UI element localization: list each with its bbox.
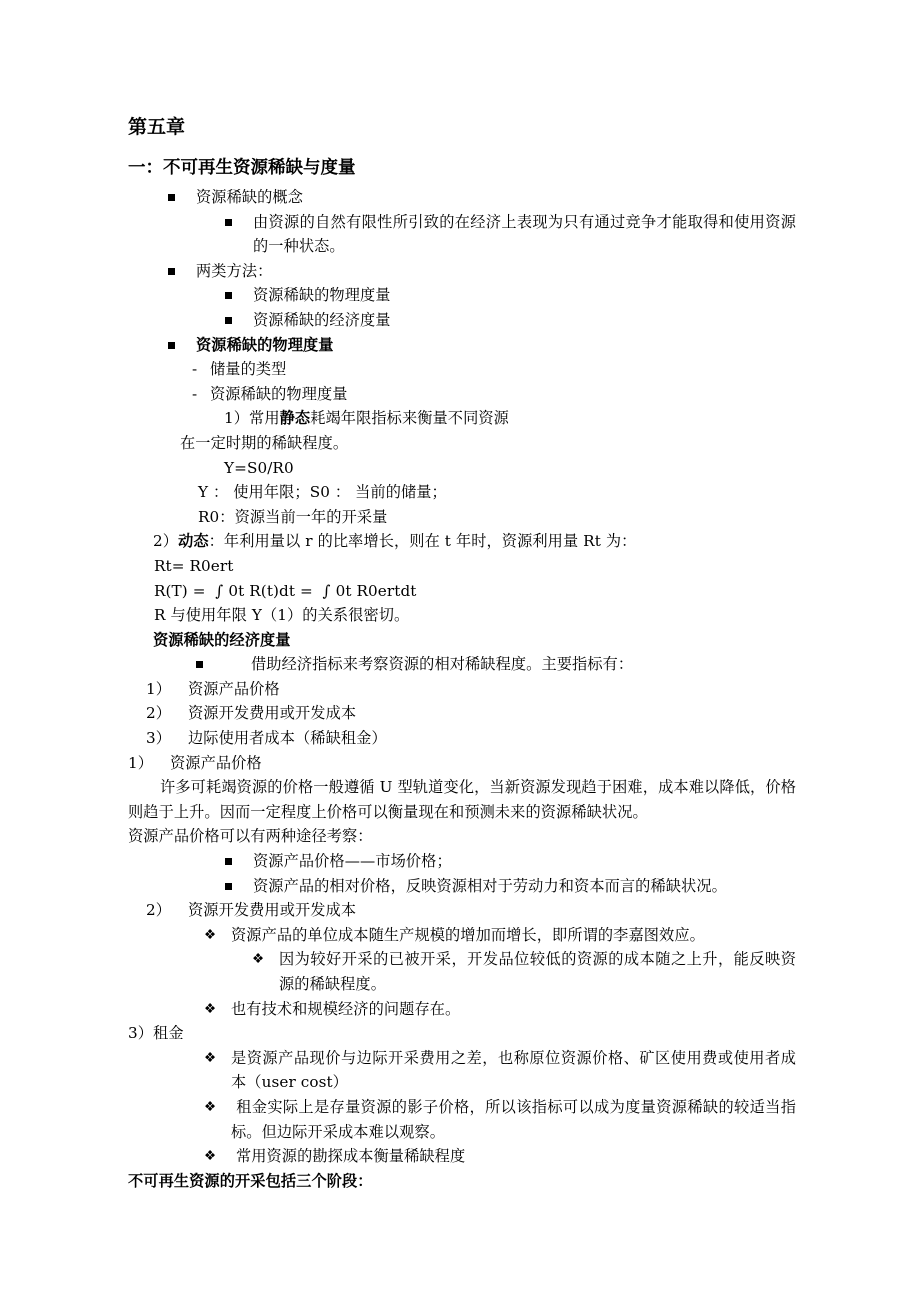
dash-bullet-icon: -	[192, 360, 198, 379]
item3-sub-1	[128, 1046, 796, 1095]
dash-item-physical-measure-label: 资源稀缺的物理度量	[210, 384, 348, 403]
static-indicator-bold: 静态	[279, 409, 311, 428]
square-bullet-icon	[168, 259, 196, 284]
item2-number: 2）	[146, 901, 172, 920]
diamond-bullet-icon: ❖	[204, 1148, 217, 1165]
square-bullet-icon	[225, 210, 253, 235]
relation-r-y: R 与使用年限 Y（1）的关系很密切。	[154, 606, 410, 625]
dynamic-indicator-line	[128, 529, 796, 554]
bullet-economic-intro-label: 借助经济指标来考察资源的相对稀缺程度。主要指标有：	[251, 655, 634, 674]
section-one-title: 一：不可再生资源稀缺与度量	[128, 158, 356, 178]
dash-item-reserve-types-label: 储量的类型	[210, 360, 287, 379]
formula-rt: Rt= R0ert	[154, 556, 234, 575]
closing-heading: 不可再生资源的开采包括三个阶段：	[128, 1171, 373, 1190]
square-bullet-icon	[168, 185, 196, 210]
square-bullet-icon	[225, 874, 253, 899]
formula-rT-integral: R(T) = ∫ 0t R(t)dt = ∫ 0t R0ertdt	[154, 581, 417, 600]
item2-sub-1-label: 资源产品的单位成本随生产规模的增加而增长，即所谓的李嘉图效应。	[231, 925, 705, 944]
static-indicator-line	[128, 406, 796, 431]
item3-heading: 3）租金	[128, 1024, 184, 1043]
item3-sub-3	[128, 1144, 796, 1169]
chapter-title: 第五章	[128, 116, 186, 138]
dash-bullet-icon: -	[192, 384, 198, 403]
item3-sub-3-label: 常用资源的勘探成本衡量稀缺程度	[231, 1147, 466, 1166]
static-indicator-rest: 耗竭年限指标来衡量不同资源	[310, 409, 509, 428]
item2-sub-1	[128, 923, 796, 948]
square-bullet-icon	[225, 849, 253, 874]
item1-heading	[128, 751, 796, 776]
diamond-bullet-icon: ❖	[204, 1000, 217, 1017]
item1-number: 1）	[128, 753, 154, 772]
dynamic-indicator-bold: 动态	[178, 532, 209, 551]
dynamic-indicator-num: 2）	[153, 532, 179, 551]
item3-sub-2-label: 租金实际上是存量资源的影子价格，所以该指标可以成为度量资源稀缺的较适当指标。但边际开采成本难以观察。	[231, 1097, 796, 1141]
bullet-economic-intro	[128, 652, 796, 677]
bullet-two-methods-label: 两类方法：	[196, 261, 273, 280]
bullet-concept-heading	[128, 185, 796, 210]
item3-sub-1-label: 是资源产品现价与边际开采费用之差，也称原位资源价格、矿区使用费或使用者成本（user cost）	[231, 1048, 796, 1092]
item2-sub-1-1-label: 因为较好开采的已被开采，开发品位较低的资源的成本随之上升，能反映资源的稀缺程度。	[279, 950, 796, 993]
item1-sub-2-label: 资源产品的相对价格，反映资源相对于劳动力和资本而言的稀缺状况。	[253, 876, 727, 895]
square-bullet-icon	[225, 308, 253, 333]
bullet-method-economic-label: 资源稀缺的经济度量	[253, 310, 391, 329]
static-indicator-num: 1）常用	[224, 409, 280, 428]
definition-r0: R0：资源当前一年的开采量	[198, 507, 388, 526]
diamond-bullet-icon: ❖	[252, 951, 265, 968]
list-number: 1）	[146, 679, 172, 698]
bullet-concept-body	[128, 210, 796, 259]
diamond-bullet-icon: ❖	[204, 1098, 217, 1115]
document-body	[128, 112, 796, 1193]
economic-list-item	[128, 726, 796, 751]
definition-y: Y ： 使用年限；S0 ： 当前的储量；	[198, 483, 447, 502]
diamond-bullet-icon: ❖	[204, 926, 217, 943]
item2-sub-1-1	[128, 947, 796, 996]
bullet-concept-body-label: 由资源的自然有限性所引致的在经济上表现为只有通过竞争才能取得和使用资源的一种状态。	[253, 212, 796, 256]
bullet-method-physical	[128, 283, 796, 308]
item1-sub-1	[128, 849, 796, 874]
list-label: 资源开发费用或开发成本	[188, 704, 357, 723]
economic-list-item	[128, 701, 796, 726]
item2-heading	[128, 898, 796, 923]
dash-item-reserve-types	[128, 357, 796, 382]
item1-paragraph: 许多可耗竭资源的价格一般遵循 U 型轨道变化，当新资源发现趋于困难，成本难以降低，价格则趋于上升。因而一定程度上价格可以衡量现在和预测未来的资源稀缺状况。	[128, 778, 796, 821]
square-bullet-icon	[225, 283, 253, 308]
bullet-method-economic	[128, 308, 796, 333]
diamond-bullet-icon: ❖	[204, 1049, 217, 1066]
item2-sub-2-label: 也有技术和规模经济的问题存在。	[231, 999, 461, 1018]
list-label: 边际使用者成本（稀缺租金）	[188, 729, 387, 748]
dash-item-physical-measure	[128, 382, 796, 407]
bullet-concept-heading-label: 资源稀缺的概念	[196, 188, 304, 206]
item2-title: 资源开发费用或开发成本	[188, 901, 357, 920]
item1-sub-1-label: 资源产品价格——市场价格；	[253, 852, 452, 871]
item3-sub-2	[128, 1095, 796, 1144]
heading-economic-measure: 资源稀缺的经济度量	[153, 630, 291, 649]
economic-list-item	[128, 677, 796, 702]
item2-sub-2	[128, 997, 796, 1022]
heading-physical-measure	[128, 333, 796, 358]
formula-y: Y=S0/R0	[224, 458, 294, 477]
square-bullet-icon	[196, 652, 251, 677]
static-indicator-cont: 在一定时期的稀缺程度。	[180, 433, 349, 452]
dynamic-indicator-rest: ：年利用量以 r 的比率增长，则在 t 年时，资源利用量 Rt 为：	[208, 532, 637, 551]
list-label: 资源产品价格	[188, 679, 280, 698]
square-bullet-icon	[168, 333, 196, 358]
item1-sub-2	[128, 874, 796, 899]
heading-physical-measure-label: 资源稀缺的物理度量	[196, 335, 334, 354]
bullet-two-methods-heading	[128, 259, 796, 284]
item1-title: 资源产品价格	[170, 753, 262, 772]
list-number: 2）	[146, 704, 172, 723]
item1-two-paths: 资源产品价格可以有两种途径考察：	[128, 827, 373, 846]
list-number: 3）	[146, 729, 172, 748]
bullet-method-physical-label: 资源稀缺的物理度量	[253, 286, 391, 305]
